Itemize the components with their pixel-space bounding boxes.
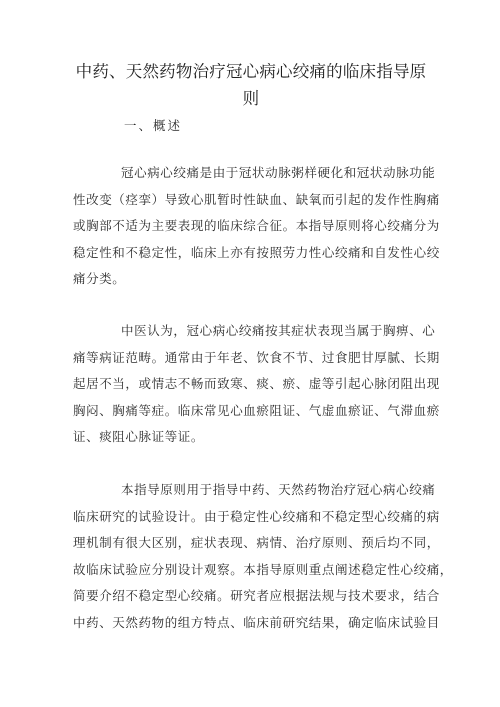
paragraph-line: 稳定性和不稳定性，临床上亦有按照劳力性心绞痛和自发性心绞 xyxy=(73,244,440,260)
paragraph-line: 或胸部不适为主要表现的临床综合征。本指导原则将心绞痛分为 xyxy=(73,218,440,233)
paragraph-line: 理机制有很大区别，症状表现、病情、治疗原则、预后均不同， xyxy=(73,535,440,550)
paragraph-1 xyxy=(73,160,440,293)
section-heading: 一、概述 xyxy=(124,118,183,133)
paragraph-line: 胸闷、胸痛等症。临床常见心血瘀阻证、气虚血瘀证、气滞血瘀 xyxy=(73,402,440,418)
paragraph-line: 性改变（痉挛）导致心肌暂时性缺血、缺氧而引起的发作性胸痛 xyxy=(73,191,440,207)
document-title xyxy=(72,58,430,112)
paragraph-3 xyxy=(73,477,453,636)
paragraph-2 xyxy=(73,318,440,451)
paragraph-line: 痛分类。 xyxy=(73,271,126,286)
paragraph-line: 故临床试验应分别设计观察。本指导原则重点阐述稳定性心绞痛， xyxy=(73,561,453,577)
document-title-line-2: 则 xyxy=(242,89,260,108)
document-title-line-1: 中药、天然药物治疗冠心病心绞痛的临床指导原 xyxy=(75,62,427,81)
paragraph-line: 冠心病心绞痛是由于冠状动脉粥样硬化和冠状动脉功能 xyxy=(121,165,436,180)
paragraph-line: 中药、天然药物的组方特点、临床前研究结果，确定临床试验目 xyxy=(73,614,440,630)
paragraph-line: 简要介绍不稳定型心绞痛。研究者应根据法规与技术要求，结合 xyxy=(73,588,440,603)
paragraph-line: 痛等病证范畴。通常由于年老、饮食不节、过食肥甘厚腻、长期 xyxy=(73,349,440,365)
paragraph-line: 本指导原则用于指导中药、天然药物治疗冠心病心绞痛 xyxy=(121,482,436,497)
paragraph-line: 中医认为，冠心病心绞痛按其症状表现当属于胸痹、心 xyxy=(121,323,436,338)
paragraph-line: 起居不当，或情志不畅而致寒、痰、瘀、虚等引起心脉闭阻出现 xyxy=(73,376,440,391)
paragraph-line: 证、痰阻心脉证等证。 xyxy=(73,429,205,444)
paragraph-line: 临床研究的试验设计。由于稳定性心绞痛和不稳定型心绞痛的病 xyxy=(73,508,440,524)
